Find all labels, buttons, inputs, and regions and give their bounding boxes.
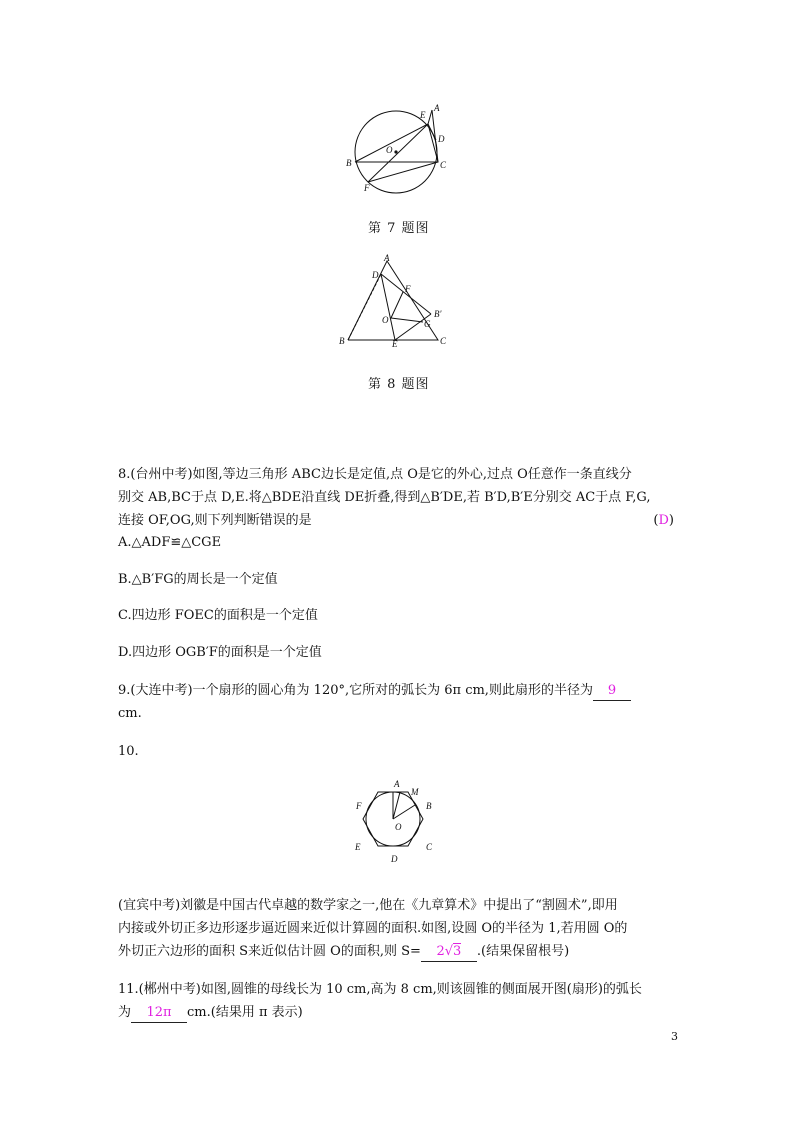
fig7-label-A: A bbox=[434, 103, 440, 113]
q8-line1: 8.(台州中考)如图,等边三角形 ABC边长是定值,点 O是它的外心,过点 O任意作一条直线分 bbox=[118, 467, 632, 482]
fig10-label-C: C bbox=[426, 842, 433, 852]
fig8-label-O: O bbox=[382, 315, 389, 325]
q8-line3-text: 连接 OF,OG,则下列判断错误的是 bbox=[118, 513, 312, 528]
q11-line2-post: cm.(结果用 π 表示) bbox=[187, 1005, 303, 1020]
fig8-label-E: E bbox=[392, 339, 398, 348]
q8-paren-open: ( bbox=[653, 513, 659, 528]
q8-option-b: B.△B′FG的周长是一个定值 bbox=[118, 572, 278, 587]
q10-answer-radicand: 3 bbox=[453, 944, 462, 959]
figure-8 bbox=[335, 252, 455, 348]
fig7-label-E: E bbox=[420, 110, 426, 120]
fig8-label-G: G bbox=[424, 319, 431, 329]
fig7-label-O: O bbox=[386, 145, 393, 155]
fig7-caption: 第 7 题图 bbox=[368, 221, 430, 236]
q8-paren-close: ) bbox=[668, 513, 674, 528]
q9-tail: cm. bbox=[118, 706, 142, 721]
q11-line1: 11.(郴州中考)如图,圆锥的母线长为 10 cm,高为 8 cm,则该圆锥的侧面展开图(扇形)的弧长 bbox=[118, 982, 642, 997]
fig8-label-D: D bbox=[372, 270, 379, 280]
q11-line2-pre: 为 bbox=[118, 1005, 132, 1020]
q8-answer-bracket bbox=[653, 512, 674, 530]
q10-line1: (宜宾中考)刘徽是中国古代卓越的数学家之一,他在《九章算术》中提出了“割圆术”,即用 bbox=[118, 898, 618, 913]
q9-answer-blank: 9 bbox=[593, 682, 631, 701]
q8-line2: 别交 AB,BC于点 D,E.将△BDE沿直线 DE折叠,得到△B′DE,若 B′D,B′E分别交 AC于点 F,G, bbox=[118, 490, 651, 505]
fig8-label-B: B bbox=[339, 336, 345, 346]
fig7-label-C: C bbox=[440, 160, 447, 170]
figure-7 bbox=[340, 100, 455, 195]
q10-number: 10. bbox=[118, 744, 139, 759]
q10-line3-post: .(结果保留根号) bbox=[476, 944, 570, 959]
q8-option-a: A.△ADF≌△CGE bbox=[118, 535, 222, 550]
fig8-label-C: C bbox=[440, 336, 447, 346]
page-number: 3 bbox=[671, 1030, 678, 1043]
q10-line3 bbox=[118, 943, 569, 962]
q11-line2 bbox=[118, 1004, 303, 1023]
q10-answer-blank bbox=[421, 943, 477, 962]
fig7-label-F: F bbox=[364, 183, 370, 193]
fig10-label-D: D bbox=[391, 854, 398, 864]
fig7-label-B: B bbox=[346, 158, 352, 168]
figure-10 bbox=[350, 778, 445, 866]
q8-option-c: C.四边形 FOEC的面积是一个定值 bbox=[118, 608, 318, 623]
q10-line2: 内接或外切正多边形逐步逼近圆来近似计算圆的面积.如图,设圆 O的半径为 1,若用圆 O的 bbox=[118, 921, 628, 936]
q9-line1 bbox=[118, 682, 631, 701]
fig10-label-A: A bbox=[394, 779, 400, 789]
q8-answer: D bbox=[658, 513, 669, 528]
q8-option-d: D.四边形 OGB′F的面积是一个定值 bbox=[118, 645, 322, 660]
fig10-label-F: F bbox=[356, 801, 362, 811]
q9-text: 9.(大连中考)一个扇形的圆心角为 120°,它所对的弧长为 6π cm,则此扇形的半径为 bbox=[118, 683, 593, 698]
fig7-label-D: D bbox=[438, 134, 445, 144]
fig10-label-B: B bbox=[426, 801, 432, 811]
fig8-caption: 第 8 题图 bbox=[368, 377, 430, 392]
q8-line3 bbox=[118, 512, 674, 530]
fig10-label-O: O bbox=[395, 822, 402, 832]
fig10-label-M: M bbox=[411, 787, 419, 797]
fig10-label-E: E bbox=[355, 842, 361, 852]
fig8-label-F: F bbox=[405, 284, 411, 294]
q10-answer-coef: 2 bbox=[436, 944, 445, 959]
fig8-label-B1: B' bbox=[434, 309, 442, 319]
q10-line3-pre: 外切正六边形的面积 S来近似估计圆 O的面积,则 S= bbox=[118, 944, 421, 959]
fig8-label-A: A bbox=[384, 253, 390, 263]
sqrt-icon: √ bbox=[444, 944, 454, 959]
q11-answer-blank: 12π bbox=[131, 1004, 187, 1023]
